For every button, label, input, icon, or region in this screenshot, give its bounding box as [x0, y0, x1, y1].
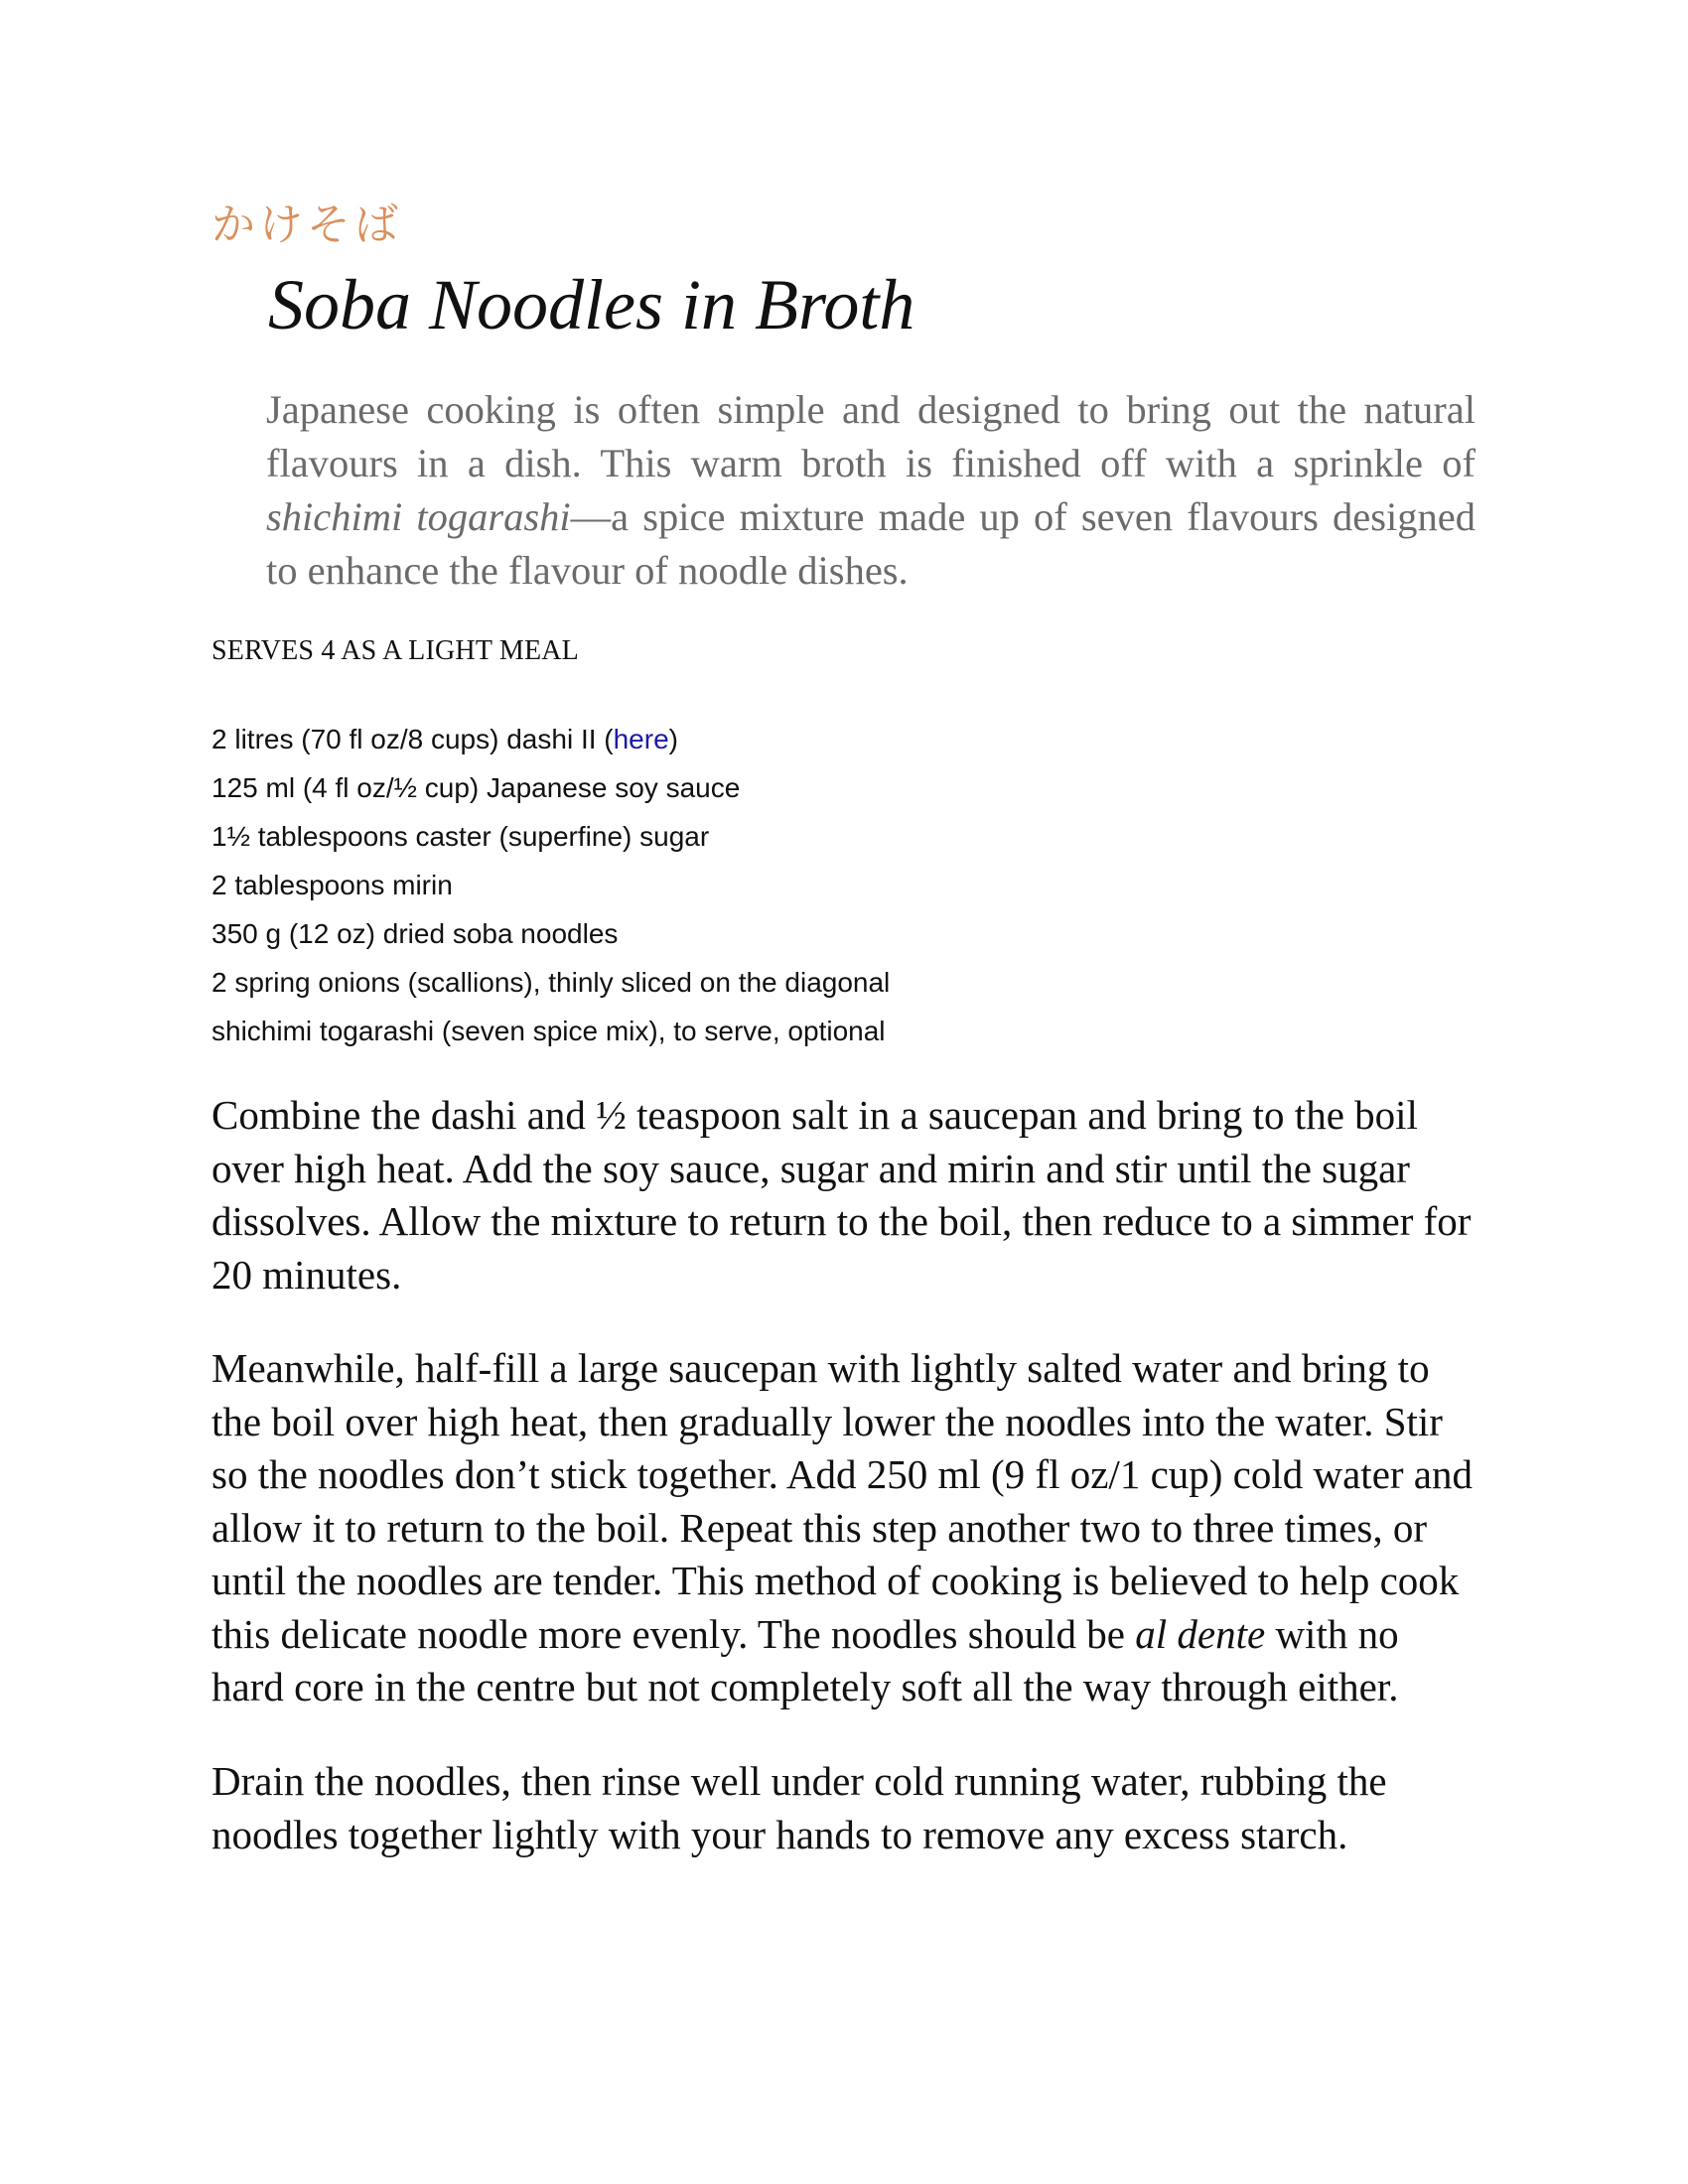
ingredient-text: 2 litres (70 fl oz/8 cups) dashi II ( — [211, 724, 614, 754]
method-step-2-italic: al dente — [1135, 1610, 1266, 1657]
ingredient-list — [211, 718, 890, 1058]
method-step-2-text: Meanwhile, half-fill a large saucepan with lightly salted water and bring to the boil over high heat, then gradually lower the noodles into the water. Stir so the noodles don’t stick together. Add 250 ml (9 fl oz/1 cup) cold water and allow it to return to the boil. Repeat this step another two to three times, or until the noodles are tender. This method of cooking is believed to help cook this delicate noodle more evenly. The noodles should be — [211, 1345, 1473, 1657]
serves-heading: SERVES 4 AS A LIGHT MEAL — [211, 635, 579, 666]
ingredient-item: shichimi togarashi (seven spice mix), to serve, optional — [211, 1016, 886, 1046]
ingredient-item: 350 g (12 oz) dried soba noodles — [211, 918, 619, 949]
dashi-recipe-link[interactable]: here — [613, 724, 669, 754]
method-step-2-text-continued: with no hard core in the centre but not completely soft all the way through either. — [211, 1610, 1399, 1709]
method-step-1: Combine the dashi and ½ teaspoon salt in a saucepan and bring to the boil over high heat. Add the soy sauce, sugar and mirin and stir until the sugar dissolves. Allow the mixture to return to the boil, then reduce to a simmer for 20 minutes. — [211, 1092, 1472, 1297]
intro-text-continued: —a spice mixture made up of seven flavours designed to enhance the flavour of noodle dishes. — [266, 494, 1476, 593]
method-step-3: Drain the noodles, then rinse well under cold running water, rubbing the noodles together lightly with your hands to remove any excess starch. — [211, 1758, 1387, 1857]
ingredient-item: 1½ tablespoons caster (superfine) sugar — [211, 821, 710, 852]
ingredient-item: 125 ml (4 fl oz/½ cup) Japanese soy sauce — [211, 772, 741, 803]
ingredient-item: 2 tablespoons mirin — [211, 870, 453, 900]
recipe-title: Soba Noodles in Broth — [268, 265, 915, 344]
japanese-title: かけそば — [211, 200, 402, 250]
method-step-2 — [211, 1342, 1477, 1714]
intro-text: Japanese cooking is often simple and designed to bring out the natural flavours in a dish. This warm broth is finished off with a sprinkle of — [266, 387, 1476, 485]
recipe-intro — [266, 383, 1476, 598]
intro-italic-term: shichimi togarashi — [266, 494, 571, 539]
ingredient-text-suffix: ) — [668, 724, 678, 754]
ingredient-item: 2 spring onions (scallions), thinly sliced on the diagonal — [211, 967, 891, 998]
ingredient-item — [211, 718, 890, 766]
